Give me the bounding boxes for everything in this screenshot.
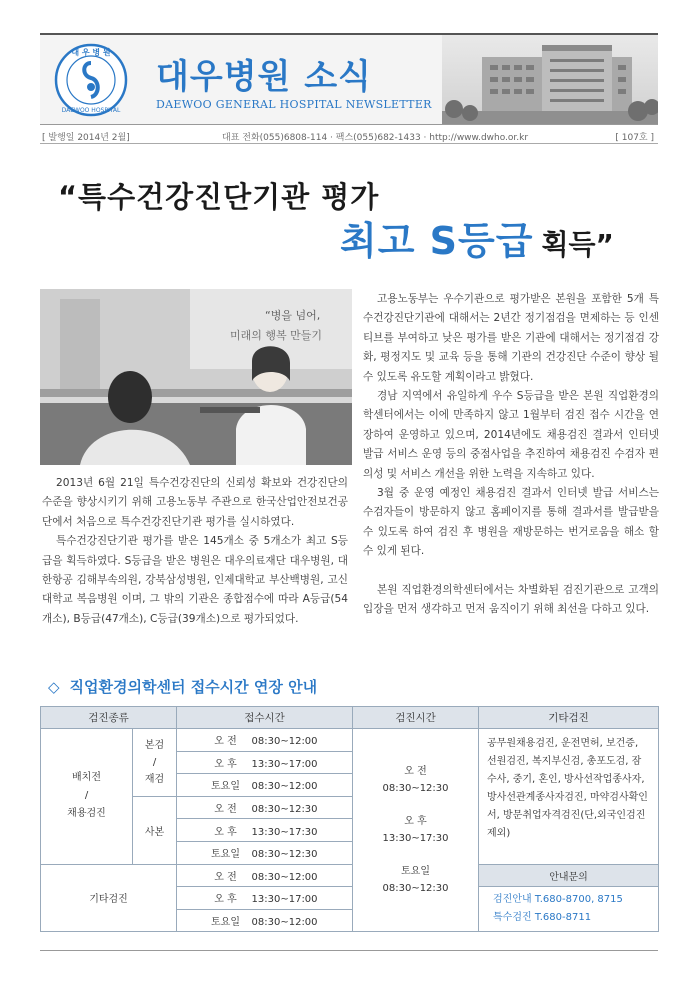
reception-time-cell: 토요일 08:30~12:00	[177, 774, 353, 797]
other-exams-list: 공무원채용검진, 운전면허, 보건증, 선원검진, 복지부신검, 총포도검, 잠수사, 중기, 혼인, 방사선작업종사자, 방사선관계종사자검진, 마약검사확인서, 방문취업자격검진(단,외국인검진제외)	[479, 729, 659, 865]
table-row	[41, 864, 659, 887]
article-paragraph: 경남 지역에서 유일하게 우수 S등급을 받은 본원 직업환경의학센터에서는 이에 만족하지 않고 1월부터 검진 접수 시간을 연장하여 운영하고 있으며, 2014년에도 채용검진 결과서 인터넷 발급 서비스 운영 등의 중점사업을 추진하여 채용검진 수검자 편의성 및 서비스 개선을 위한 노력을 지속하고 있다.	[363, 390, 659, 480]
hospital-logo-icon	[54, 43, 128, 117]
exam-time-cell: 오 전 08:30~12:30 오 후 13:30~17:30 토요일 08:30~12:30	[353, 729, 479, 932]
issue-number: [ 107호 ]	[615, 133, 654, 143]
reception-time-cell: 토요일 08:30~12:30	[177, 841, 353, 864]
headline-suffix: 획득”	[541, 228, 614, 261]
contact-header: 안내문의	[479, 864, 659, 887]
contact-line: 특수검진 T.680-8711	[493, 912, 592, 924]
footer-divider	[40, 950, 658, 951]
reception-hours-table	[40, 706, 659, 932]
logo-text-top: 대 우 병 원	[71, 48, 111, 57]
article-paragraph: 본원 직업환경의학센터에서는 차별화된 검진기관으로 고객의 입장을 먼저 생각하고 먼저 움직이기 위해 최선을 다하고 있다.	[363, 583, 659, 616]
contact-info-cell	[479, 887, 659, 932]
newsletter-subtitle: DAEWOO GENERAL HOSPITAL NEWSLETTER	[156, 98, 432, 111]
reception-desk-photo	[40, 289, 352, 465]
article-paragraph: 3월 중 운영 예정인 채용검진 결과서 인터넷 발급 서비스는 수검자들이 방문하지 않고 홈페이지를 통해 결과서를 발급받을 수 있도록 하여 검진 후 병원을 재방문하는 번거로움을 해소 할 수 있게 된다.	[363, 487, 659, 558]
diamond-icon: ◇	[48, 678, 60, 696]
exam-type-other: 기타검진	[41, 864, 177, 932]
table-row	[41, 729, 659, 752]
issue-date: [ 발행일 2014년 2월]	[42, 133, 130, 143]
photo-sign-text1: “병을 넘어,	[265, 309, 321, 322]
headline-line2	[340, 210, 614, 265]
newsletter-masthead	[40, 33, 658, 125]
article-right-column	[363, 290, 659, 620]
newsletter-info-bar	[40, 128, 658, 144]
section-title-text: 직업환경의학센터 접수시간 연장 안내	[69, 678, 318, 696]
article-paragraph: 2013년 6월 21일 특수건강진단의 신뢰성 확보와 건강진단의 수준을 향상시키기 위해 고용노동부 주관으로 한국산업안전보건공단에서 처음으로 특수건강진단기관 평가를 실시하였다.	[42, 477, 348, 528]
headline-highlight: 최고 S등급	[340, 219, 534, 263]
section-title	[48, 676, 317, 697]
reception-time-cell: 오 후 13:30~17:00	[177, 751, 353, 774]
table-header: 기타검진	[479, 707, 659, 729]
contact-info: 대표 전화(055)6808-114 · 팩스(055)682-1433 · http://www.dwho.or.kr	[222, 133, 529, 143]
article-left-column	[42, 474, 348, 629]
reception-time-cell: 오 전 08:30~12:00	[177, 729, 353, 752]
headline-line1: “특수건강진단기관 평가	[58, 180, 380, 214]
table-header: 접수시간	[177, 707, 353, 729]
reception-time-cell: 오 후 13:30~17:00	[177, 887, 353, 910]
hospital-building-image	[442, 35, 658, 125]
table-header: 검진종류	[41, 707, 177, 729]
exam-subtype-second: 사본	[133, 796, 177, 864]
reception-time-cell: 오 후 13:30~17:30	[177, 819, 353, 842]
reception-time-cell: 토요일 08:30~12:00	[177, 909, 353, 932]
exam-type-placement: 배치전 / 채용검진	[41, 729, 133, 865]
contact-line: 검진안내 T.680-8700, 8715	[493, 894, 623, 906]
exam-subtype-main: 본검 / 재검	[133, 729, 177, 797]
logo-text-bottom: DAEWOO HOSPITAL	[61, 107, 121, 114]
article-paragraph: 특수건강진단기관 평가를 받은 145개소 중 5개소가 최고 S등급을 획득하였다. S등급을 받은 병원은 대우의료재단 대우병원, 대한항공 김해부속의원, 강북삼성병원, 인제대학교 부산백병원, 고신대학교 복음병원 이며, 그 밖의 기관은 종합점수에 따라 A등급(54개소), B등급(47개소), C등급(39개소)으로 평가되었다.	[42, 535, 348, 625]
newsletter-title: 대우병원 소식	[156, 57, 372, 97]
photo-sign-text2: 미래의 행복 만들기	[230, 329, 323, 342]
table-header-row	[41, 707, 659, 729]
article-paragraph: 고용노동부는 우수기관으로 평가받은 본원을 포함한 5개 특수건강진단기관에 대해서는 2년간 정기점검을 면제하는 등 인센티브를 부여하고 낮은 평가를 받은 기관에 대해서는 정기점검 강화, 평정지도 및 교육 등을 통해 기관의 건강진단 수준이 향상 될 수 있도록 유도할 계획이라고 밝혔다.	[363, 293, 659, 383]
table-header: 검진시간	[353, 707, 479, 729]
reception-time-cell: 오 전 08:30~12:30	[177, 796, 353, 819]
reception-time-cell: 오 전 08:30~12:00	[177, 864, 353, 887]
